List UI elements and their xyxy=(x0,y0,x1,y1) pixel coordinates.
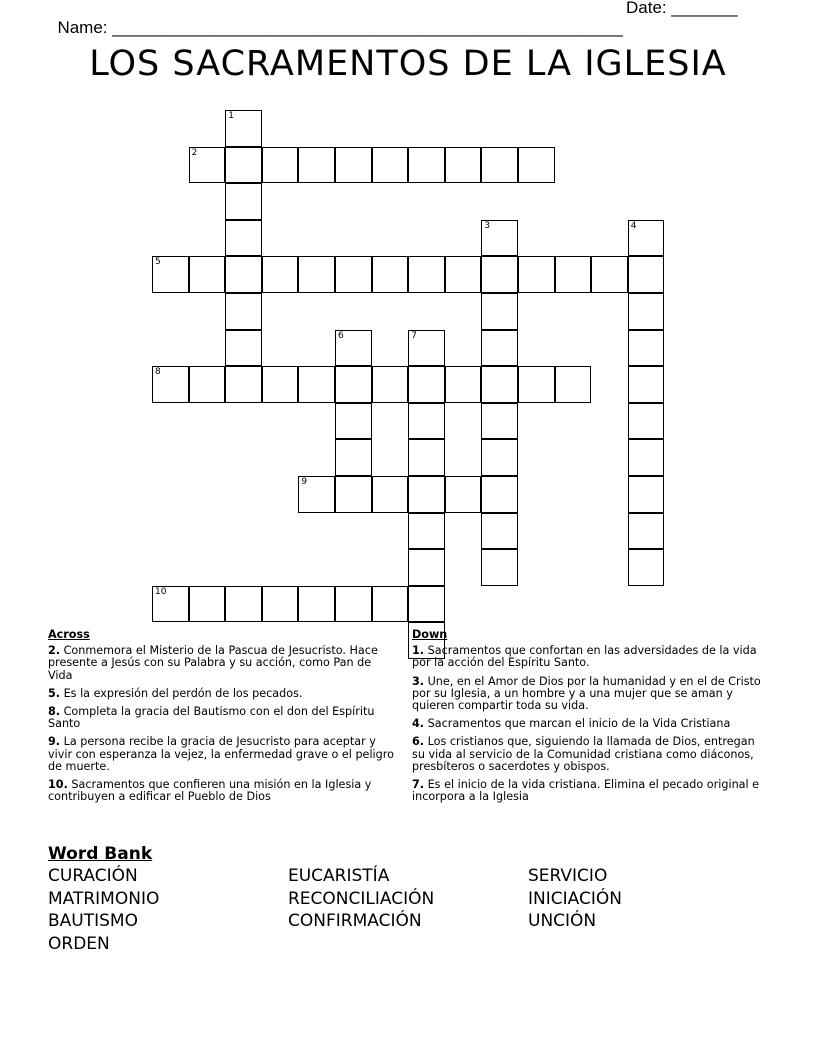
crossword-cell[interactable] xyxy=(481,330,518,367)
crossword-cell[interactable] xyxy=(445,256,482,293)
clue-across-8: 8. Completa la gracia del Bautismo con el don del Espíritu Santo xyxy=(48,705,375,731)
clue-number: 10 xyxy=(155,586,167,597)
name-field[interactable]: Name: ______________________________________________________ xyxy=(57,18,623,37)
crossword-cell[interactable] xyxy=(408,513,445,550)
crossword-cell[interactable] xyxy=(445,147,482,184)
crossword-cell[interactable] xyxy=(628,330,665,367)
across-heading: Across xyxy=(48,628,90,641)
clue-across-9: 9. La persona recibe la gracia de Jesucristo para aceptar y vivir con esperanza la vejez, la enfermedad grave o el peligro de muerte. xyxy=(48,735,394,773)
crossword-cell[interactable] xyxy=(372,476,409,513)
clue-number: 9 xyxy=(301,477,308,487)
word-bank-item: RECONCILIACIÓN xyxy=(288,888,435,909)
word-bank-item: MATRIMONIO xyxy=(48,888,160,909)
crossword-cell[interactable] xyxy=(262,586,299,623)
clue-number: 2 xyxy=(191,147,198,158)
clue-number: 8 xyxy=(155,367,161,378)
crossword-cell[interactable] xyxy=(555,366,592,403)
crossword-cell[interactable] xyxy=(445,476,482,513)
crossword-cell[interactable] xyxy=(408,549,445,586)
crossword-cell[interactable] xyxy=(335,366,372,403)
clue-down-4: 4. Sacramentos que marcan el inicio de la Vida Cristiana xyxy=(412,717,731,731)
crossword-cell[interactable] xyxy=(628,256,665,293)
crossword-cell[interactable] xyxy=(225,220,262,257)
down-clues xyxy=(412,629,762,809)
crossword-cell[interactable] xyxy=(225,330,262,367)
crossword-cell[interactable] xyxy=(225,293,262,330)
crossword-cell[interactable] xyxy=(298,586,335,623)
crossword-cell[interactable] xyxy=(335,403,372,440)
crossword-cell[interactable] xyxy=(335,586,372,623)
clue-number: 4 xyxy=(630,220,637,231)
crossword-cell[interactable] xyxy=(408,586,445,623)
across-clues xyxy=(48,629,398,809)
crossword-cell[interactable] xyxy=(555,256,592,293)
crossword-cell[interactable] xyxy=(408,439,445,476)
date-field[interactable]: Date: _______ xyxy=(626,0,738,17)
crossword-cell[interactable] xyxy=(518,366,555,403)
crossword-cell[interactable] xyxy=(628,403,665,440)
clue-across-2: 2. Conmemora el Misterio de la Pascua de Jesucristo. Hace presente a Jesús con su Palabra y su acción, como Pan de Vida xyxy=(48,644,378,682)
crossword-cell[interactable] xyxy=(408,366,445,403)
word-bank-item: BAUTISMO xyxy=(48,911,138,931)
crossword-cell[interactable] xyxy=(225,366,262,403)
clue-across-5: 5. Es la expresión del perdón de los pecados. xyxy=(48,686,303,700)
word-bank-item: SERVICIO xyxy=(528,866,608,886)
page-title: LOS SACRAMENTOS DE LA IGLESIA xyxy=(89,44,727,84)
crossword-cell[interactable] xyxy=(628,293,665,330)
word-bank-item: INICIACIÓN xyxy=(528,888,622,909)
word-bank-item: CONFIRMACIÓN xyxy=(288,911,422,931)
crossword-cell[interactable] xyxy=(518,256,555,293)
crossword-cell[interactable] xyxy=(518,147,555,184)
crossword-cell[interactable] xyxy=(225,586,262,623)
clue-number: 5 xyxy=(155,257,161,268)
crossword-cell[interactable] xyxy=(298,366,335,403)
word-bank-title: Word Bank xyxy=(48,844,153,864)
clue-down-3: 3. Une, en el Amor de Dios por la humanidad y en el de Cristo por su Iglesia, a un hombre y a una mujer que se aman y quieren compartir toda su vida. xyxy=(412,674,761,713)
clue-number: 1 xyxy=(228,111,234,121)
crossword-cell[interactable] xyxy=(481,549,518,586)
crossword-cell[interactable] xyxy=(445,366,482,403)
crossword-cell[interactable] xyxy=(152,256,189,293)
crossword-cell[interactable] xyxy=(481,513,518,550)
clue-down-1: 1. Sacramentos que confortan en las adversidades de la vida por la acción del Espíritu Santo. xyxy=(412,644,757,670)
crossword-cell[interactable] xyxy=(262,256,299,293)
crossword-cell[interactable] xyxy=(628,476,665,513)
crossword-cell[interactable] xyxy=(481,256,518,293)
crossword-cell[interactable] xyxy=(298,476,335,513)
clue-number: 3 xyxy=(484,220,491,231)
crossword-cell[interactable] xyxy=(481,147,518,184)
crossword-cell[interactable] xyxy=(628,439,665,476)
crossword-cell[interactable] xyxy=(335,147,372,184)
word-bank-item: CURACIÓN xyxy=(48,866,138,886)
word-bank-item: UNCIÓN xyxy=(528,911,597,931)
crossword-cell[interactable] xyxy=(225,147,262,184)
crossword-cell[interactable] xyxy=(372,256,409,293)
crossword-cell[interactable] xyxy=(481,293,518,330)
crossword-cell[interactable] xyxy=(481,476,518,513)
crossword-cell[interactable] xyxy=(372,586,409,623)
crossword-cell[interactable] xyxy=(335,256,372,293)
crossword-cell[interactable] xyxy=(225,110,262,147)
word-bank-item: ORDEN xyxy=(48,933,110,954)
crossword-cell[interactable] xyxy=(628,549,665,586)
crossword-cell[interactable] xyxy=(628,220,665,257)
clue-down-7: 7. Es el inicio de la vida cristiana. Elimina el pecado original e incorpora a la Iglesia xyxy=(412,778,760,804)
crossword-cell[interactable] xyxy=(408,330,445,367)
crossword-cell[interactable] xyxy=(481,439,518,476)
crossword-cell[interactable] xyxy=(408,403,445,440)
down-heading: Down xyxy=(412,628,448,641)
crossword-cell[interactable] xyxy=(335,476,372,513)
crossword-cell[interactable] xyxy=(298,147,335,184)
crossword-cell[interactable] xyxy=(225,183,262,220)
clue-across-10: 10. Sacramentos que confieren una misión en la Iglesia y contribuyen a edificar el Pueblo de Dios xyxy=(48,778,372,804)
crossword-cell[interactable] xyxy=(262,366,299,403)
crossword-cell[interactable] xyxy=(591,256,628,293)
crossword-cell[interactable] xyxy=(189,586,226,623)
crossword-cell[interactable] xyxy=(225,256,262,293)
crossword-cell[interactable] xyxy=(189,366,226,403)
crossword-cell[interactable] xyxy=(628,366,665,403)
clue-number: 6 xyxy=(338,330,344,341)
crossword-cell[interactable] xyxy=(481,366,518,403)
crossword-cell[interactable] xyxy=(372,147,409,184)
crossword-cell[interactable] xyxy=(408,147,445,184)
crossword-cell[interactable] xyxy=(372,366,409,403)
crossword-cell[interactable] xyxy=(335,439,372,476)
crossword-cell[interactable] xyxy=(335,330,372,367)
crossword-cell[interactable] xyxy=(481,220,518,257)
crossword-cell[interactable] xyxy=(408,476,445,513)
crossword-cell[interactable] xyxy=(298,256,335,293)
crossword-cell[interactable] xyxy=(152,586,189,623)
crossword-cell[interactable] xyxy=(408,256,445,293)
crossword-cell[interactable] xyxy=(189,256,226,293)
crossword-cell[interactable] xyxy=(152,366,189,403)
crossword-cell[interactable] xyxy=(189,147,226,184)
crossword-cell[interactable] xyxy=(628,513,665,550)
crossword-cell[interactable] xyxy=(481,403,518,440)
word-bank-item: EUCARISTÍA xyxy=(288,866,390,886)
clue-number: 7 xyxy=(411,330,417,341)
crossword-cell[interactable] xyxy=(262,147,299,184)
clue-down-6: 6. Los cristianos que, siguiendo la llamada de Dios, entregan su vida al servicio de la Comunidad cristiana como diáconos, presbíteros o sacerdotes y obispos. xyxy=(412,735,755,773)
word-bank xyxy=(48,844,768,955)
